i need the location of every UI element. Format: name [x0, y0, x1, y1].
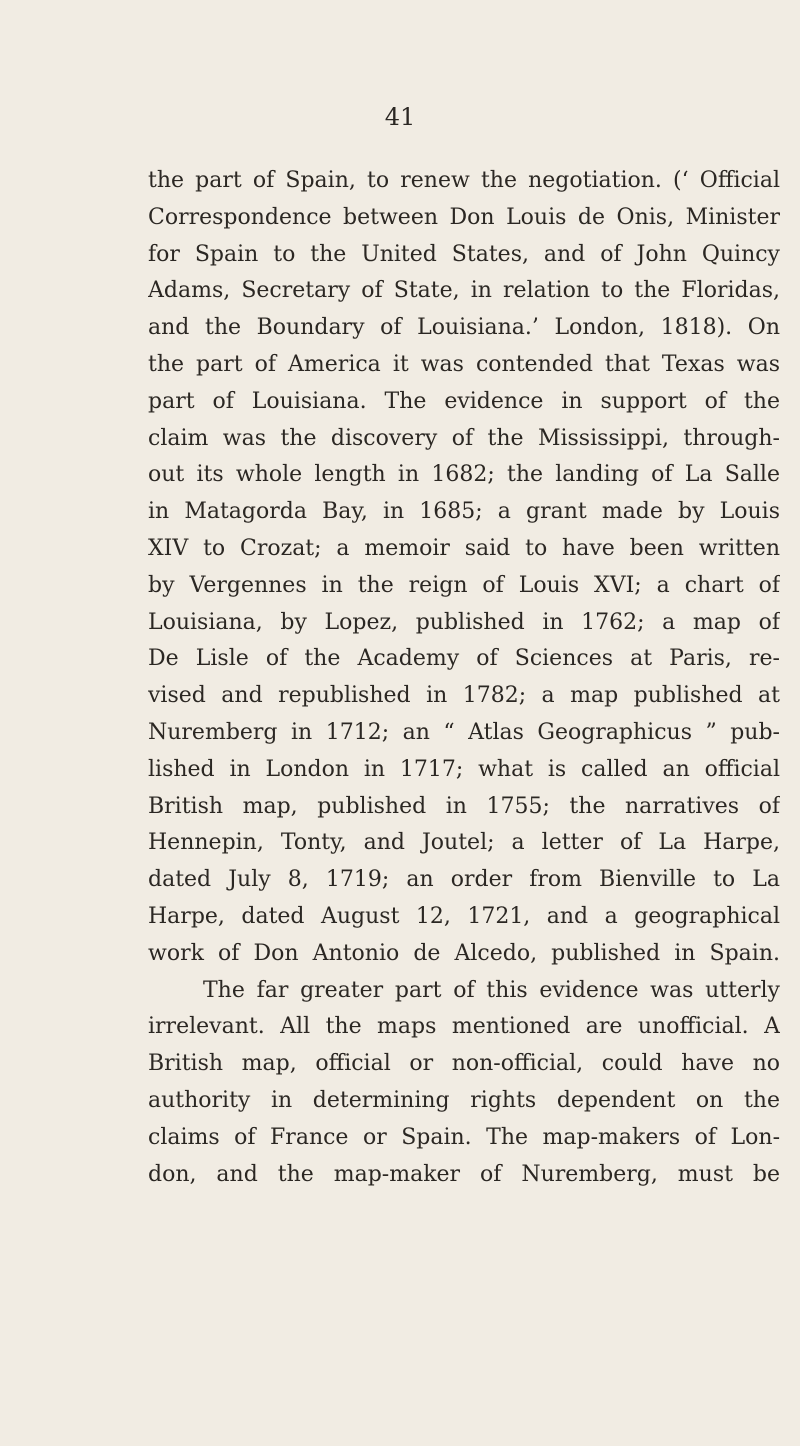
text-line: and the Boundary of Louisiana.’ London, 1818). On: [148, 315, 780, 341]
page-number: 41: [384, 103, 416, 131]
text-line: British map, published in 1755; the narratives of: [148, 793, 780, 819]
text-line: Hennepin, Tonty, and Joutel; a letter of La Harpe,: [148, 830, 780, 856]
text-line: the part of Spain, to renew the negotiation. (‘ Official: [148, 168, 780, 193]
text-line: Nuremberg in 1712; an “ Atlas Geographicus ” pub-: [148, 719, 780, 745]
text-line: lished in London in 1717; what is called an official: [148, 756, 780, 782]
text-line: Harpe, dated August 12, 1721, and a geographical: [148, 903, 780, 929]
text-line: vised and republished in 1782; a map published at: [148, 683, 780, 709]
text-line: don, and the map-maker of Nuremberg, must be: [148, 1161, 780, 1187]
text-line: Correspondence between Don Louis de Onis, Minister: [148, 204, 780, 230]
text-line: XIV to Crozat; a memoir said to have been written: [148, 535, 780, 561]
text-line: for Spain to the United States, and of John Quincy: [148, 241, 780, 267]
text-line: British map, official or non-official, could have no: [148, 1051, 780, 1077]
text-line: the part of America it was contended that Texas was: [148, 351, 780, 377]
text-line: claims of France or Spain. The map-makers of Lon-: [148, 1124, 780, 1150]
text-line: authority in determining rights dependent on the: [148, 1087, 780, 1113]
text-line: De Lisle of the Academy of Sciences at Paris, re-: [148, 646, 780, 672]
text-line: out its whole length in 1682; the landing of La Salle: [148, 462, 780, 488]
body-text: [148, 163, 780, 1193]
text-line: work of Don Antonio de Alcedo, published in Spain.: [148, 940, 780, 966]
paragraph-start-line: The far greater part of this evidence was utterly: [203, 977, 780, 1003]
text-line: Louisiana, by Lopez, published in 1762; a map of: [148, 609, 780, 635]
text-line: Adams, Secretary of State, in relation to the Floridas,: [148, 278, 780, 304]
text-line: claim was the discovery of the Mississippi, through-: [148, 425, 780, 451]
text-line: by Vergennes in the reign of Louis XVI; a chart of: [148, 572, 780, 598]
text-line: dated July 8, 1719; an order from Bienville to La: [148, 867, 780, 893]
text-line: in Matagorda Bay, in 1685; a grant made by Louis: [148, 499, 780, 525]
text-line: irrelevant. All the maps mentioned are unofficial. A: [148, 1014, 780, 1040]
text-line: part of Louisiana. The evidence in support of the: [148, 388, 780, 414]
